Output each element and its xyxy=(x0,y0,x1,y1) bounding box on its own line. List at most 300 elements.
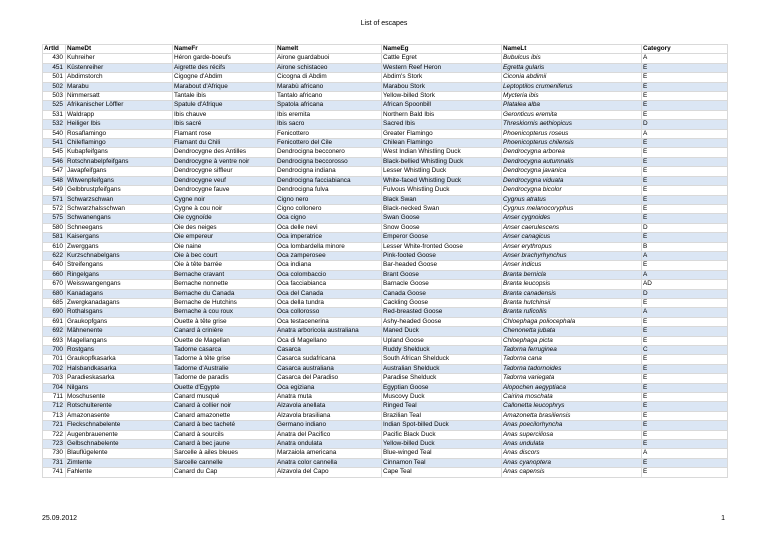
cell-name-fr: Dendrocygne veuf xyxy=(173,176,276,185)
cell-artid: 730 xyxy=(43,449,66,458)
cell-name-dt: Schwarzschwan xyxy=(66,195,173,204)
cell-name-lt: Leptoptilos crumeniferus xyxy=(502,82,642,91)
cell-name-fr: Bernache de Hutchins xyxy=(173,298,276,307)
cell-name-lt: Cygnus atratus xyxy=(502,195,642,204)
cell-name-fr: Oie cygnoïde xyxy=(173,214,276,223)
cell-name-fr: Canard amazonette xyxy=(173,411,276,420)
cell-name-it: Alzavola anellata xyxy=(276,402,382,411)
cell-name-lt: Chloephaga poliocephala xyxy=(502,317,642,326)
cell-category: E xyxy=(642,411,728,420)
cell-name-dt: Rothalsgans xyxy=(66,308,173,317)
cell-artid: 713 xyxy=(43,411,66,420)
cell-name-fr: Sarcelle à ailes bleues xyxy=(173,449,276,458)
cell-name-it: Oca lombardella minore xyxy=(276,242,382,251)
cell-name-it: Oca egiziana xyxy=(276,383,382,392)
cell-name-it: Alzavola del Capo xyxy=(276,468,382,477)
cell-name-eg: West Indian Whistling Duck xyxy=(382,148,502,157)
cell-name-dt: Blauflügelente xyxy=(66,449,173,458)
cell-artid: 540 xyxy=(43,129,66,138)
column-header-name-it: NameIt xyxy=(276,45,382,54)
cell-artid: 741 xyxy=(43,468,66,477)
cell-name-it: Anatra del Pacifico xyxy=(276,430,382,439)
cell-name-it: Ibis eremita xyxy=(276,110,382,119)
cell-name-dt: Schwarzhalsschwan xyxy=(66,204,173,213)
cell-name-it: Oca delle nevi xyxy=(276,223,382,232)
cell-name-dt: Gelbbrustpfeifgans xyxy=(66,186,173,195)
cell-category: E xyxy=(642,327,728,336)
cell-name-dt: Paradieskasarka xyxy=(66,374,173,383)
cell-name-eg: Yellow-billed Stork xyxy=(382,92,502,101)
cell-name-lt: Anser brachyrhynchus xyxy=(502,251,642,260)
table-row xyxy=(43,317,728,326)
cell-name-dt: Rostgans xyxy=(66,346,173,355)
cell-name-eg: Marabou Stork xyxy=(382,82,502,91)
table-row xyxy=(43,270,728,279)
cell-name-eg: African Spoonbill xyxy=(382,101,502,110)
cell-artid: 430 xyxy=(43,54,66,63)
cell-name-lt: Amazonetta brasiliensis xyxy=(502,411,642,420)
cell-artid: 685 xyxy=(43,298,66,307)
cell-artid: 692 xyxy=(43,327,66,336)
table-row xyxy=(43,101,728,110)
cell-name-fr: Bernache nonnette xyxy=(173,280,276,289)
cell-name-it: Casarca xyxy=(276,346,382,355)
cell-name-eg: Black-necked Swan xyxy=(382,204,502,213)
cell-artid: 691 xyxy=(43,317,66,326)
cell-artid: 704 xyxy=(43,383,66,392)
cell-name-dt: Waldrapp xyxy=(66,110,173,119)
table-row xyxy=(43,251,728,260)
cell-name-eg: Yellow-billed Duck xyxy=(382,440,502,449)
cell-name-lt: Geronticus eremita xyxy=(502,110,642,119)
cell-category: D xyxy=(642,289,728,298)
table-row xyxy=(43,449,728,458)
cell-name-lt: Phoenicopterus chilensis xyxy=(502,139,642,148)
cell-name-it: Anatra arboricola australiana xyxy=(276,327,382,336)
cell-artid: 501 xyxy=(43,73,66,82)
column-header-name-eg: NameEg xyxy=(382,45,502,54)
cell-name-it: Casarca australiana xyxy=(276,364,382,373)
table-row xyxy=(43,148,728,157)
cell-category: E xyxy=(642,421,728,430)
column-header-name-dt: NameDt xyxy=(66,45,173,54)
cell-category: E xyxy=(642,92,728,101)
cell-name-dt: Schneegans xyxy=(66,223,173,232)
cell-name-lt: Mycteria ibis xyxy=(502,92,642,101)
cell-category: E xyxy=(642,374,728,383)
cell-name-it: Oca cigno xyxy=(276,214,382,223)
cell-category: E xyxy=(642,440,728,449)
cell-name-eg: Brazilian Teal xyxy=(382,411,502,420)
cell-category: C xyxy=(642,346,728,355)
table-row xyxy=(43,280,728,289)
cell-name-dt: Ringelgans xyxy=(66,270,173,279)
cell-name-lt: Tadorna tadornoides xyxy=(502,364,642,373)
cell-name-lt: Branta leucopsis xyxy=(502,280,642,289)
cell-name-fr: Ibis chauve xyxy=(173,110,276,119)
cell-name-fr: Tantale ibis xyxy=(173,92,276,101)
cell-name-it: Anatra color cannella xyxy=(276,458,382,467)
cell-name-fr: Flamant du Chili xyxy=(173,139,276,148)
table-row xyxy=(43,186,728,195)
cell-name-lt: Threskiornis aethiopicus xyxy=(502,120,642,129)
column-header-name-fr: NameFr xyxy=(173,45,276,54)
cell-category: B xyxy=(642,242,728,251)
cell-name-eg: Pacific Black Duck xyxy=(382,430,502,439)
cell-name-it: Oca del Canada xyxy=(276,289,382,298)
cell-category: A xyxy=(642,449,728,458)
cell-name-lt: Ciconia abdimii xyxy=(502,73,642,82)
table-row xyxy=(43,355,728,364)
cell-name-dt: Graukopfkasarka xyxy=(66,355,173,364)
column-header-artid: ArtId xyxy=(43,45,66,54)
cell-name-lt: Bubulcus ibis xyxy=(502,54,642,63)
cell-name-dt: Moschusente xyxy=(66,393,173,402)
cell-name-fr: Canard du Cap xyxy=(173,468,276,477)
cell-name-fr: Héron garde-boeufs xyxy=(173,54,276,63)
cell-name-dt: Mähnenente xyxy=(66,327,173,336)
cell-name-lt: Branta bernicla xyxy=(502,270,642,279)
cell-category: E xyxy=(642,82,728,91)
cell-category: E xyxy=(642,317,728,326)
cell-name-eg: Maned Duck xyxy=(382,327,502,336)
cell-name-dt: Augenbrauenente xyxy=(66,430,173,439)
cell-name-lt: Egretta gularis xyxy=(502,63,642,72)
cell-name-it: Oca della tundra xyxy=(276,298,382,307)
cell-artid: 702 xyxy=(43,364,66,373)
cell-name-lt: Anas poecilorhyncha xyxy=(502,421,642,430)
cell-name-fr: Canard à bec jaune xyxy=(173,440,276,449)
cell-name-dt: Zimtente xyxy=(66,458,173,467)
table-row xyxy=(43,402,728,411)
cell-category: E xyxy=(642,186,728,195)
table-row xyxy=(43,458,728,467)
table-row xyxy=(43,411,728,420)
cell-name-fr: Tadorne d'Australie xyxy=(173,364,276,373)
cell-category: E xyxy=(642,233,728,242)
cell-name-fr: Canard à bec tacheté xyxy=(173,421,276,430)
cell-name-fr: Canard à crinière xyxy=(173,327,276,336)
table-row xyxy=(43,204,728,213)
cell-name-fr: Bernache à cou roux xyxy=(173,308,276,317)
table-row xyxy=(43,364,728,373)
cell-name-eg: Lesser White-fronted Goose xyxy=(382,242,502,251)
cell-name-it: Cigno collonero xyxy=(276,204,382,213)
table-row xyxy=(43,383,728,392)
table-header-row xyxy=(43,45,728,54)
cell-category: E xyxy=(642,195,728,204)
cell-name-fr: Oie des neiges xyxy=(173,223,276,232)
cell-name-fr: Ouette d'Egypte xyxy=(173,383,276,392)
cell-name-fr: Oie à bec court xyxy=(173,251,276,260)
cell-name-dt: Witwenpfeifgans xyxy=(66,176,173,185)
cell-name-fr: Dendrocygne des Antilles xyxy=(173,148,276,157)
cell-name-lt: Anser erythropus xyxy=(502,242,642,251)
cell-name-eg: Canada Goose xyxy=(382,289,502,298)
cell-name-fr: Marabout d'Afrique xyxy=(173,82,276,91)
cell-name-it: Germano indiano xyxy=(276,421,382,430)
cell-artid: 690 xyxy=(43,308,66,317)
cell-name-it: Tantalo africano xyxy=(276,92,382,101)
table-row xyxy=(43,54,728,63)
cell-artid: 580 xyxy=(43,223,66,232)
cell-name-dt: Nilgans xyxy=(66,383,173,392)
cell-name-fr: Flamant rose xyxy=(173,129,276,138)
table-row xyxy=(43,167,728,176)
cell-name-lt: Anser indicus xyxy=(502,261,642,270)
cell-name-eg: Red-breasted Goose xyxy=(382,308,502,317)
cell-name-fr: Spatule d'Afrique xyxy=(173,101,276,110)
cell-name-eg: Black-bellied Whistling Duck xyxy=(382,157,502,166)
cell-name-it: Marabù africano xyxy=(276,82,382,91)
cell-name-dt: Afrikanischer Löffler xyxy=(66,101,173,110)
cell-artid: 610 xyxy=(43,242,66,251)
cell-name-lt: Anser cygnoides xyxy=(502,214,642,223)
cell-name-it: Oca indiana xyxy=(276,261,382,270)
cell-category: E xyxy=(642,355,728,364)
cell-category: E xyxy=(642,364,728,373)
cell-artid: 622 xyxy=(43,251,66,260)
table-row xyxy=(43,195,728,204)
cell-name-eg: Emperor Goose xyxy=(382,233,502,242)
cell-name-dt: Heiliger Ibis xyxy=(66,120,173,129)
cell-name-dt: Rosaflamingo xyxy=(66,129,173,138)
table-row xyxy=(43,63,728,72)
table-row xyxy=(43,110,728,119)
cell-artid: 548 xyxy=(43,176,66,185)
cell-name-eg: Lesser Whistling Duck xyxy=(382,167,502,176)
cell-name-it: Dendrocigna beccorosso xyxy=(276,157,382,166)
cell-name-eg: Black Swan xyxy=(382,195,502,204)
cell-artid: 701 xyxy=(43,355,66,364)
cell-artid: 532 xyxy=(43,120,66,129)
cell-name-it: Anatra ondulata xyxy=(276,440,382,449)
cell-name-fr: Cygne noir xyxy=(173,195,276,204)
cell-name-it: Dendrocigna facciabianca xyxy=(276,176,382,185)
cell-name-eg: Sacred Ibis xyxy=(382,120,502,129)
cell-name-dt: Marabu xyxy=(66,82,173,91)
cell-name-dt: Gelbschnabelente xyxy=(66,440,173,449)
cell-name-it: Alzavola brasiliana xyxy=(276,411,382,420)
cell-artid: 546 xyxy=(43,157,66,166)
cell-name-eg: Ringed Teal xyxy=(382,402,502,411)
cell-artid: 503 xyxy=(43,92,66,101)
table-body xyxy=(43,54,728,477)
cell-name-lt: Phoenicopterus roseus xyxy=(502,129,642,138)
cell-name-dt: Halsbandkasarka xyxy=(66,364,173,373)
cell-name-fr: Cigogne d'Abdim xyxy=(173,73,276,82)
cell-name-it: Cigno nero xyxy=(276,195,382,204)
cell-name-it: Airone guardabuoi xyxy=(276,54,382,63)
cell-category: E xyxy=(642,157,728,166)
cell-name-lt: Alopochen aegyptiaca xyxy=(502,383,642,392)
cell-artid: 547 xyxy=(43,167,66,176)
cell-name-dt: Schwanengans xyxy=(66,214,173,223)
cell-name-lt: Cygnus melanocoryphus xyxy=(502,204,642,213)
cell-name-it: Oca facciabianca xyxy=(276,280,382,289)
table-row xyxy=(43,327,728,336)
cell-name-eg: Snow Goose xyxy=(382,223,502,232)
table-row xyxy=(43,157,728,166)
table-row xyxy=(43,336,728,345)
cell-category: E xyxy=(642,110,728,119)
table-row xyxy=(43,129,728,138)
cell-name-eg: Cackling Goose xyxy=(382,298,502,307)
cell-category: E xyxy=(642,383,728,392)
cell-name-lt: Dendrocygna autumnalis xyxy=(502,157,642,166)
cell-category: E xyxy=(642,458,728,467)
cell-name-it: Airone schistaceo xyxy=(276,63,382,72)
cell-name-fr: Sarcelle cannelle xyxy=(173,458,276,467)
cell-name-it: Oca collorosso xyxy=(276,308,382,317)
cell-name-it: Oca colombaccio xyxy=(276,270,382,279)
escapes-table xyxy=(42,44,728,478)
cell-name-eg: South African Shelduck xyxy=(382,355,502,364)
cell-name-dt: Kanadagans xyxy=(66,289,173,298)
cell-category: E xyxy=(642,336,728,345)
cell-artid: 575 xyxy=(43,214,66,223)
cell-category: A xyxy=(642,129,728,138)
cell-name-it: Fenicottero del Cile xyxy=(276,139,382,148)
cell-name-lt: Dendrocygna viduata xyxy=(502,176,642,185)
cell-name-fr: Oie naine xyxy=(173,242,276,251)
cell-artid: 723 xyxy=(43,440,66,449)
cell-name-fr: Bernache cravant xyxy=(173,270,276,279)
cell-name-lt: Dendrocygna bicolor xyxy=(502,186,642,195)
cell-name-dt: Zwergkanadagans xyxy=(66,298,173,307)
cell-name-lt: Anser canagicus xyxy=(502,233,642,242)
cell-artid: 722 xyxy=(43,430,66,439)
cell-name-eg: Chilean Flamingo xyxy=(382,139,502,148)
cell-name-dt: Amazonasente xyxy=(66,411,173,420)
cell-name-eg: Ashy-headed Goose xyxy=(382,317,502,326)
cell-name-it: Dendrocigna indiana xyxy=(276,167,382,176)
cell-name-fr: Tadorne casarca xyxy=(173,346,276,355)
cell-artid: 640 xyxy=(43,261,66,270)
cell-category: A xyxy=(642,251,728,260)
cell-artid: 712 xyxy=(43,402,66,411)
cell-name-fr: Dendrocygne siffleur xyxy=(173,167,276,176)
cell-name-dt: Kubapfeifgans xyxy=(66,148,173,157)
table-row xyxy=(43,139,728,148)
cell-category: E xyxy=(642,176,728,185)
cell-category: E xyxy=(642,430,728,439)
cell-name-lt: Anas discors xyxy=(502,449,642,458)
cell-category: E xyxy=(642,167,728,176)
cell-name-fr: Tadorne de paradis xyxy=(173,374,276,383)
cell-category: A xyxy=(642,308,728,317)
table-row xyxy=(43,308,728,317)
cell-name-lt: Chenonetta jubata xyxy=(502,327,642,336)
cell-name-fr: Bernache du Canada xyxy=(173,289,276,298)
cell-category: E xyxy=(642,214,728,223)
cell-artid: 545 xyxy=(43,148,66,157)
cell-name-lt: Anas cyanoptera xyxy=(502,458,642,467)
cell-name-fr: Ouette de Magellan xyxy=(173,336,276,345)
table-row xyxy=(43,73,728,82)
table-row xyxy=(43,440,728,449)
table-row xyxy=(43,242,728,251)
cell-artid: 721 xyxy=(43,421,66,430)
footer-page-number: 1 xyxy=(721,515,725,522)
cell-category: E xyxy=(642,204,728,213)
cell-name-it: Casarca del Paradiso xyxy=(276,374,382,383)
cell-artid: 680 xyxy=(43,289,66,298)
cell-artid: 660 xyxy=(43,270,66,279)
cell-name-it: Dendrocigna becconero xyxy=(276,148,382,157)
table-row xyxy=(43,176,728,185)
cell-name-eg: Cape Teal xyxy=(382,468,502,477)
cell-name-dt: Zwerggans xyxy=(66,242,173,251)
cell-name-it: Ibis sacro xyxy=(276,120,382,129)
table-row xyxy=(43,298,728,307)
cell-name-eg: Indian Spot-billed Duck xyxy=(382,421,502,430)
cell-name-fr: Dendrocygne à ventre noir xyxy=(173,157,276,166)
table-row xyxy=(43,374,728,383)
cell-name-fr: Canard à sourcils xyxy=(173,430,276,439)
cell-name-it: Cicogna di Abdim xyxy=(276,73,382,82)
cell-name-eg: Upland Goose xyxy=(382,336,502,345)
cell-name-lt: Anser caerulescens xyxy=(502,223,642,232)
cell-name-lt: Anas superciliosa xyxy=(502,430,642,439)
cell-category: D xyxy=(642,223,728,232)
cell-name-dt: Graukopfgans xyxy=(66,317,173,326)
cell-artid: 700 xyxy=(43,346,66,355)
cell-name-it: Casarca sudafricana xyxy=(276,355,382,364)
cell-name-it: Marzaiola americana xyxy=(276,449,382,458)
cell-name-lt: Chloephaga picta xyxy=(502,336,642,345)
cell-name-eg: Australian Shelduck xyxy=(382,364,502,373)
page-title: List of escapes xyxy=(360,20,408,27)
cell-name-eg: Cinnamon Teal xyxy=(382,458,502,467)
cell-name-it: Fenicottero xyxy=(276,129,382,138)
cell-name-lt: Platalea alba xyxy=(502,101,642,110)
cell-name-lt: Callonetta leucophrys xyxy=(502,402,642,411)
cell-name-eg: Ruddy Shelduck xyxy=(382,346,502,355)
table-row xyxy=(43,233,728,242)
table-row xyxy=(43,430,728,439)
cell-name-eg: Swan Goose xyxy=(382,214,502,223)
cell-name-lt: Tadorna cana xyxy=(502,355,642,364)
cell-category: E xyxy=(642,101,728,110)
cell-artid: 693 xyxy=(43,336,66,345)
cell-artid: 572 xyxy=(43,204,66,213)
cell-category: E xyxy=(642,73,728,82)
cell-category: AD xyxy=(642,280,728,289)
column-header-name-lt: NameLt xyxy=(502,45,642,54)
cell-artid: 525 xyxy=(43,101,66,110)
cell-name-fr: Canard musqué xyxy=(173,393,276,402)
cell-name-fr: Cygne à cou noir xyxy=(173,204,276,213)
cell-name-it: Oca di Magellano xyxy=(276,336,382,345)
cell-name-fr: Tadorne à tête grise xyxy=(173,355,276,364)
cell-name-eg: Egyptian Goose xyxy=(382,383,502,392)
cell-category: E xyxy=(642,402,728,411)
cell-name-eg: Western Reef Heron xyxy=(382,63,502,72)
cell-artid: 531 xyxy=(43,110,66,119)
column-header-category: Category xyxy=(642,45,728,54)
cell-name-dt: Weisswangengans xyxy=(66,280,173,289)
cell-name-dt: Magellangans xyxy=(66,336,173,345)
cell-name-lt: Tadorna ferruginea xyxy=(502,346,642,355)
cell-name-lt: Anas undulata xyxy=(502,440,642,449)
cell-category: E xyxy=(642,63,728,72)
cell-name-fr: Oie empereur xyxy=(173,233,276,242)
cell-name-dt: Streifengans xyxy=(66,261,173,270)
cell-name-dt: Rotschulterente xyxy=(66,402,173,411)
cell-name-lt: Branta ruficollis xyxy=(502,308,642,317)
cell-name-it: Dendrocigna fulva xyxy=(276,186,382,195)
